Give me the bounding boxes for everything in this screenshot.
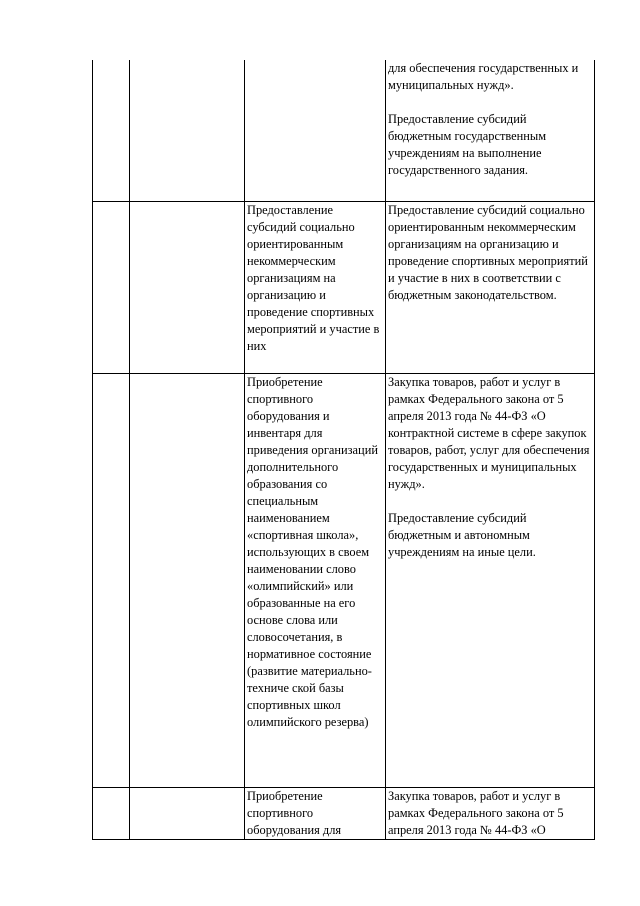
table-row xyxy=(93,60,595,201)
task-cell xyxy=(130,60,245,201)
task-cell xyxy=(130,787,245,839)
table-row xyxy=(93,373,595,787)
measure-mechanism-cell xyxy=(386,60,595,201)
table-row xyxy=(93,787,595,839)
mechanism-paragraph: Предоставление субсидий бюджетным и автономным учреждениям на иные цели. xyxy=(388,510,536,559)
task-cell xyxy=(130,373,245,787)
row-number-cell xyxy=(93,201,130,373)
row-number-cell xyxy=(93,60,130,201)
measure-name-cell: Приобретение спортивного оборудования и инвентаря для приведения организаций дополнительного образования со специальным наименованием «спортивная школа», использующих в своем наименовании слово «олимпийский» или образованные на его основе слова или словосочетания, в нормативное состояние (развитие материально-техниче ской базы спортивных школ олимпийского резерва) xyxy=(245,373,386,787)
measures-table xyxy=(92,60,595,840)
mechanism-paragraph: Закупка товаров, работ и услуг в рамках Федерального закона от 5 апреля 2013 года № 44-ФЗ «О xyxy=(388,788,564,837)
task-cell xyxy=(130,201,245,373)
measure-mechanism-cell xyxy=(386,787,595,839)
measure-name-cell: Предоставление субсидий социально ориентированным некоммерческим организациям на организацию и проведение спортивных мероприятий и участие в них xyxy=(245,201,386,373)
row-number-cell xyxy=(93,787,130,839)
measure-mechanism-cell xyxy=(386,373,595,787)
mechanism-paragraph: Предоставление субсидий бюджетным государственным учреждениям на выполнение государственного задания. xyxy=(388,112,547,177)
measure-name-cell: Приобретение спортивного оборудования для xyxy=(245,787,386,839)
mechanism-paragraph: Предоставление субсидий социально ориентированным некоммерческим организациям на организацию и проведение спортивных мероприятий и участие в них в соответствии с бюджетным законодательством. xyxy=(388,202,588,302)
mechanism-paragraph: Закупка товаров, работ и услуг в рамках Федерального закона от 5 апреля 2013 года № 44-ФЗ «О контрактной системе в сфере закупок товаров, работ, услуг для обеспечения государственных и муниципальных нужд». xyxy=(388,374,590,491)
measure-name-cell xyxy=(245,60,386,201)
table-row xyxy=(93,201,595,373)
mechanism-paragraph: для обеспечения государственных и муниципальных нужд». xyxy=(388,61,579,92)
measure-mechanism-cell xyxy=(386,201,595,373)
row-number-cell xyxy=(93,373,130,787)
